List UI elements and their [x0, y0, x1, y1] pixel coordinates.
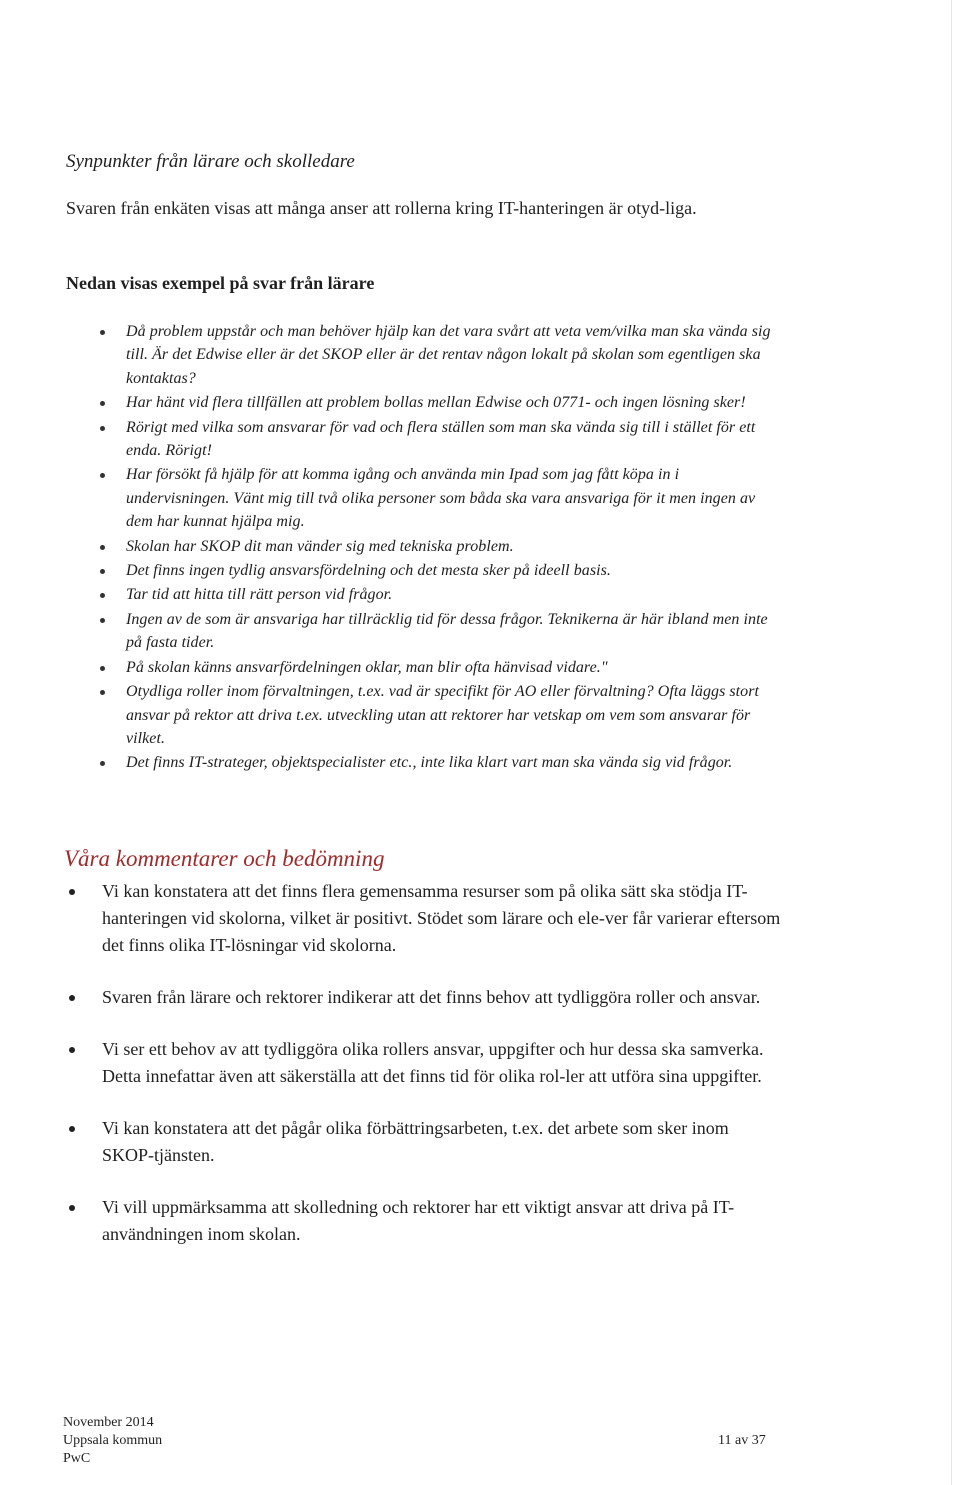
quote-text: Tar tid att hitta till rätt person vid frågor.	[126, 586, 393, 604]
quote-text: Rörigt med vilka som ansvarar för vad och flera ställen som man ska vända sig till i stället för ett enda. Rörigt!	[126, 418, 756, 460]
examples-heading: Nedan visas exempel på svar från lärare	[66, 273, 375, 293]
comment-item	[102, 1115, 782, 1169]
quote-item	[126, 416, 786, 463]
comment-text: Vi vill uppmärksamma att skolledning och rektorer har ett viktigt ansvar att driva på IT-användningen inom skolan.	[102, 1197, 735, 1244]
quote-item	[126, 680, 786, 750]
bullet-icon	[100, 569, 105, 574]
bullet-icon	[100, 545, 105, 550]
bullet-icon	[100, 401, 105, 406]
quote-text: Har hänt vid flera tillfällen att problem bollas mellan Edwise och 0771- och ingen lösning sker!	[126, 394, 746, 412]
footer-organization: Uppsala kommun	[63, 1433, 163, 1448]
bullet-icon	[100, 426, 105, 431]
quote-text: På skolan känns ansvarfördelningen oklar, man blir ofta hänvisad vidare."	[126, 658, 608, 676]
quote-item	[126, 320, 786, 390]
comment-item	[102, 878, 782, 959]
bullet-icon	[69, 1126, 75, 1132]
bullet-icon	[69, 1205, 75, 1211]
comments-list	[0, 878, 960, 1273]
quote-text: Har försökt få hjälp för att komma igång och använda min Ipad som jag fått köpa in i undervisningen. Vänt mig till två olika personer som båda ska vara ansvariga för it men ingen av dem har kunnat hjälpa mig.	[126, 466, 756, 531]
quote-item	[126, 463, 786, 533]
quote-item	[126, 656, 786, 679]
comment-text: Svaren från lärare och rektorer indikerar att det finns behov att tydliggöra roller och ansvar.	[102, 987, 761, 1007]
comments-heading: Våra kommentarer och bedömning	[64, 846, 385, 871]
comment-item	[102, 984, 782, 1011]
bullet-icon	[100, 473, 105, 478]
comment-text: Vi kan konstatera att det finns flera gemensamma resurser som på olika sätt ska stödja IT-hanteringen vid skolorna, vilket är positivt. Stödet som lärare och ele-ver får varierar eftersom det finns olika IT-lösningar vid skolorna.	[102, 881, 781, 955]
page-number: 11 av 37	[718, 1433, 766, 1448]
quote-item	[126, 535, 786, 558]
bullet-icon	[100, 618, 105, 623]
quote-text: Det finns IT-strateger, objektspecialister etc., inte lika klart vart man ska vända sig vid frågor.	[126, 754, 733, 772]
comment-item	[102, 1194, 782, 1248]
comment-text: Vi ser ett behov av att tydliggöra olika rollers ansvar, uppgifter och hur dessa ska samverka. Detta innefattar även att säkerställa att det finns tid för olika rol-ler att utföra sina uppgifter.	[102, 1039, 764, 1086]
quote-text: Ingen av de som är ansvariga har tillräcklig tid för dessa frågor. Teknikerna är här ibland men inte på fasta tider.	[126, 610, 768, 652]
quote-text: Då problem uppstår och man behöver hjälp kan det vara svårt att veta vem/vilka man ska vända sig till. Är det Edwise eller är det SKOP eller är det rentav någon lokalt på skolan som egentligen ska kontaktas?	[126, 323, 771, 387]
footer-date: November 2014	[63, 1415, 154, 1430]
bullet-icon	[100, 330, 105, 335]
bullet-icon	[69, 889, 75, 895]
quote-text: Det finns ingen tydlig ansvarsfördelning och det mesta sker på ideell basis.	[126, 562, 611, 580]
bullet-icon	[100, 761, 105, 766]
intro-paragraph: Svaren från enkäten visas att många anser att rollerna kring IT-hanteringen är otyd-liga.	[66, 198, 697, 218]
bullet-icon	[100, 593, 105, 598]
bullet-icon	[100, 666, 105, 671]
quote-text: Skolan har SKOP dit man vänder sig med tekniska problem.	[126, 537, 514, 555]
quote-item	[126, 751, 786, 774]
quote-item	[126, 559, 786, 582]
comment-text: Vi kan konstatera att det pågår olika förbättringsarbeten, t.ex. det arbete som sker inom SKOP-tjänsten.	[102, 1118, 729, 1165]
quote-item	[126, 391, 786, 414]
bullet-icon	[100, 690, 105, 695]
footer-company: PwC	[63, 1451, 91, 1466]
footer-info	[63, 1414, 162, 1468]
teacher-quotes-list	[0, 320, 960, 776]
quote-item	[126, 583, 786, 606]
section-heading: Synpunkter från lärare och skolledare	[66, 151, 355, 172]
quote-text: Otydliga roller inom förvaltningen, t.ex. vad är specifikt för AO eller förvaltning? Ofta läggs stort ansvar på rektor att driva t.ex. utveckling utan att rektorer har vetskap om vem som ansvarar för vilket.	[126, 683, 759, 747]
bullet-icon	[69, 995, 75, 1001]
bullet-icon	[69, 1047, 75, 1053]
quote-item	[126, 608, 786, 655]
comment-item	[102, 1036, 782, 1090]
